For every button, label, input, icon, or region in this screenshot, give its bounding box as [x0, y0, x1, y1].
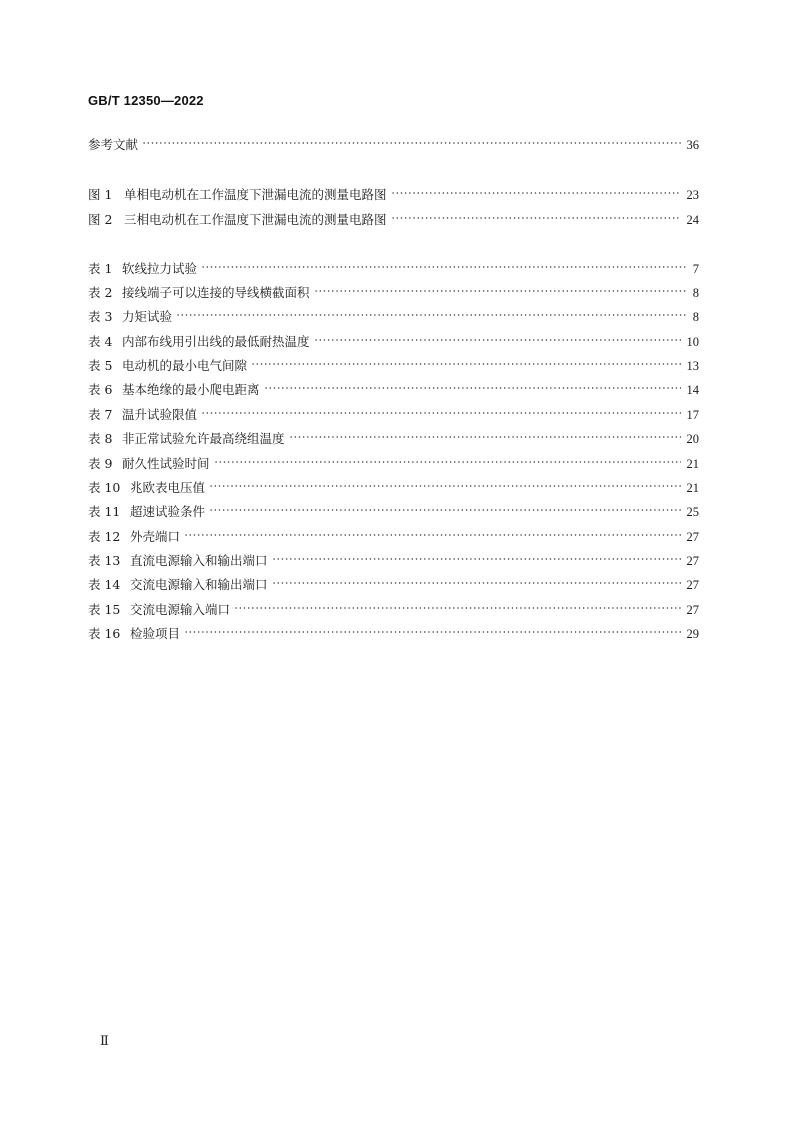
- toc-entry-page: 25: [686, 505, 699, 519]
- toc-entry-table[interactable]: [88, 474, 699, 495]
- toc-entry-page: 20: [686, 432, 699, 446]
- toc-entry-table[interactable]: [88, 498, 699, 519]
- dot-leader: [201, 399, 680, 417]
- toc-entry-number: 表 6: [88, 382, 113, 397]
- dot-leader: [314, 277, 687, 295]
- dot-leader: [272, 569, 681, 587]
- toc-entry-table[interactable]: [88, 620, 699, 641]
- dot-leader: [201, 253, 687, 271]
- toc-entry-number: 表 7: [88, 407, 113, 422]
- toc-entry-title: 内部布线用引出线的最低耐热温度: [122, 334, 310, 349]
- toc-entry-page: 24: [686, 213, 699, 227]
- toc-entry-title: 直流电源输入和输出端口: [130, 553, 268, 568]
- toc-entry-references[interactable]: [88, 131, 699, 152]
- toc-entry-page: 8: [692, 310, 699, 324]
- dot-leader: [209, 496, 680, 514]
- toc-entry-page: 7: [692, 262, 699, 276]
- toc-entry-page: 27: [686, 530, 699, 544]
- toc-entry-title: 检验项目: [130, 626, 181, 641]
- dot-leader: [142, 129, 680, 147]
- toc-entry-title: 接线端子可以连接的导线横截面积: [122, 285, 310, 300]
- toc-entry-page: 8: [692, 286, 699, 300]
- toc-entry-page: 21: [686, 481, 699, 495]
- toc-entry-table[interactable]: [88, 425, 699, 446]
- toc-entry-number: 表 14: [88, 577, 121, 592]
- toc-entry-title: 基本绝缘的最小爬电距离: [122, 382, 260, 397]
- toc-entry-title: 耐久性试验时间: [122, 456, 210, 471]
- toc-entry-table[interactable]: [88, 255, 699, 276]
- toc-entry-page: 17: [686, 408, 699, 422]
- toc-entry-table[interactable]: [88, 547, 699, 568]
- toc-entry-number: 表 15: [88, 602, 121, 617]
- dot-leader: [184, 618, 680, 636]
- dot-leader: [251, 350, 680, 368]
- toc-entry-number: 图 1: [88, 187, 113, 202]
- toc-entry-table[interactable]: [88, 328, 699, 349]
- dot-leader: [391, 204, 681, 222]
- toc-entry-number: 表 8: [88, 431, 113, 446]
- toc-entry-number: 表 3: [88, 309, 113, 324]
- toc-entry-number: 图 2: [88, 212, 113, 227]
- toc-entry-title: 温升试验限值: [122, 407, 198, 422]
- toc-entry-title: 非正常试验允许最高绕组温度: [122, 431, 285, 446]
- toc-entry-title: 交流电源输入和输出端口: [130, 577, 268, 592]
- toc-entry-table[interactable]: [88, 352, 699, 373]
- toc-entry-title: 超速试验条件: [130, 504, 206, 519]
- dot-leader: [272, 545, 681, 563]
- dot-leader: [214, 448, 681, 466]
- toc-entry-number: 表 2: [88, 285, 113, 300]
- toc-entry-number: 表 16: [88, 626, 121, 641]
- dot-leader: [264, 374, 681, 392]
- toc-entry-title: 软线拉力试验: [122, 261, 198, 276]
- dot-leader: [314, 326, 681, 344]
- dot-leader: [391, 179, 681, 197]
- toc-entry-page: 36: [686, 138, 699, 152]
- toc-entry-page: 23: [686, 188, 699, 202]
- toc-entry-table[interactable]: [88, 303, 699, 324]
- toc-entry-number: 表 10: [88, 480, 121, 495]
- toc-entry-title: 三相电动机在工作温度下泄漏电流的测量电路图: [124, 212, 387, 227]
- toc-entry-page: 27: [686, 603, 699, 617]
- toc-entry-title: 交流电源输入端口: [130, 602, 231, 617]
- toc-entry-number: 表 1: [88, 261, 113, 276]
- toc-entry-title: 单相电动机在工作温度下泄漏电流的测量电路图: [124, 187, 387, 202]
- toc-entry-number: 表 5: [88, 358, 113, 373]
- toc-entry-title: 力矩试验: [122, 309, 173, 324]
- toc-entry-table[interactable]: [88, 596, 699, 617]
- toc-entry-title: 外壳端口: [130, 529, 181, 544]
- toc-entry-table[interactable]: [88, 376, 699, 397]
- toc-entry-page: 21: [686, 457, 699, 471]
- standard-code: GB/T 12350—2022: [88, 93, 204, 108]
- toc-entry-table[interactable]: [88, 279, 699, 300]
- toc-entry-title: 参考文献: [88, 137, 139, 152]
- toc-entry-number: 表 13: [88, 553, 121, 568]
- dot-leader: [234, 594, 680, 612]
- toc-entry-title: 电动机的最小电气间隙: [122, 358, 248, 373]
- toc-entry-number: 表 4: [88, 334, 113, 349]
- toc-entry-page: 27: [686, 554, 699, 568]
- dot-leader: [209, 472, 680, 490]
- toc-entry-number: 表 12: [88, 529, 121, 544]
- toc-entry-figure[interactable]: [88, 181, 699, 202]
- toc-entry-page: 10: [686, 335, 699, 349]
- toc-entry-figure[interactable]: [88, 206, 699, 227]
- toc-entry-number: 表 9: [88, 456, 113, 471]
- toc-entry-title: 兆欧表电压值: [130, 480, 206, 495]
- toc-entry-table[interactable]: [88, 523, 699, 544]
- toc-entry-table[interactable]: [88, 401, 699, 422]
- dot-leader: [289, 423, 681, 441]
- toc-entry-page: 29: [686, 627, 699, 641]
- page-marker: Ⅱ: [100, 1033, 109, 1048]
- toc-entry-page: 27: [686, 578, 699, 592]
- dot-leader: [184, 521, 680, 539]
- dot-leader: [176, 301, 687, 319]
- toc-entry-page: 14: [686, 383, 699, 397]
- toc-entry-table[interactable]: [88, 571, 699, 592]
- toc-entry-number: 表 11: [88, 504, 121, 519]
- toc-entry-table[interactable]: [88, 450, 699, 471]
- toc-entry-page: 13: [686, 359, 699, 373]
